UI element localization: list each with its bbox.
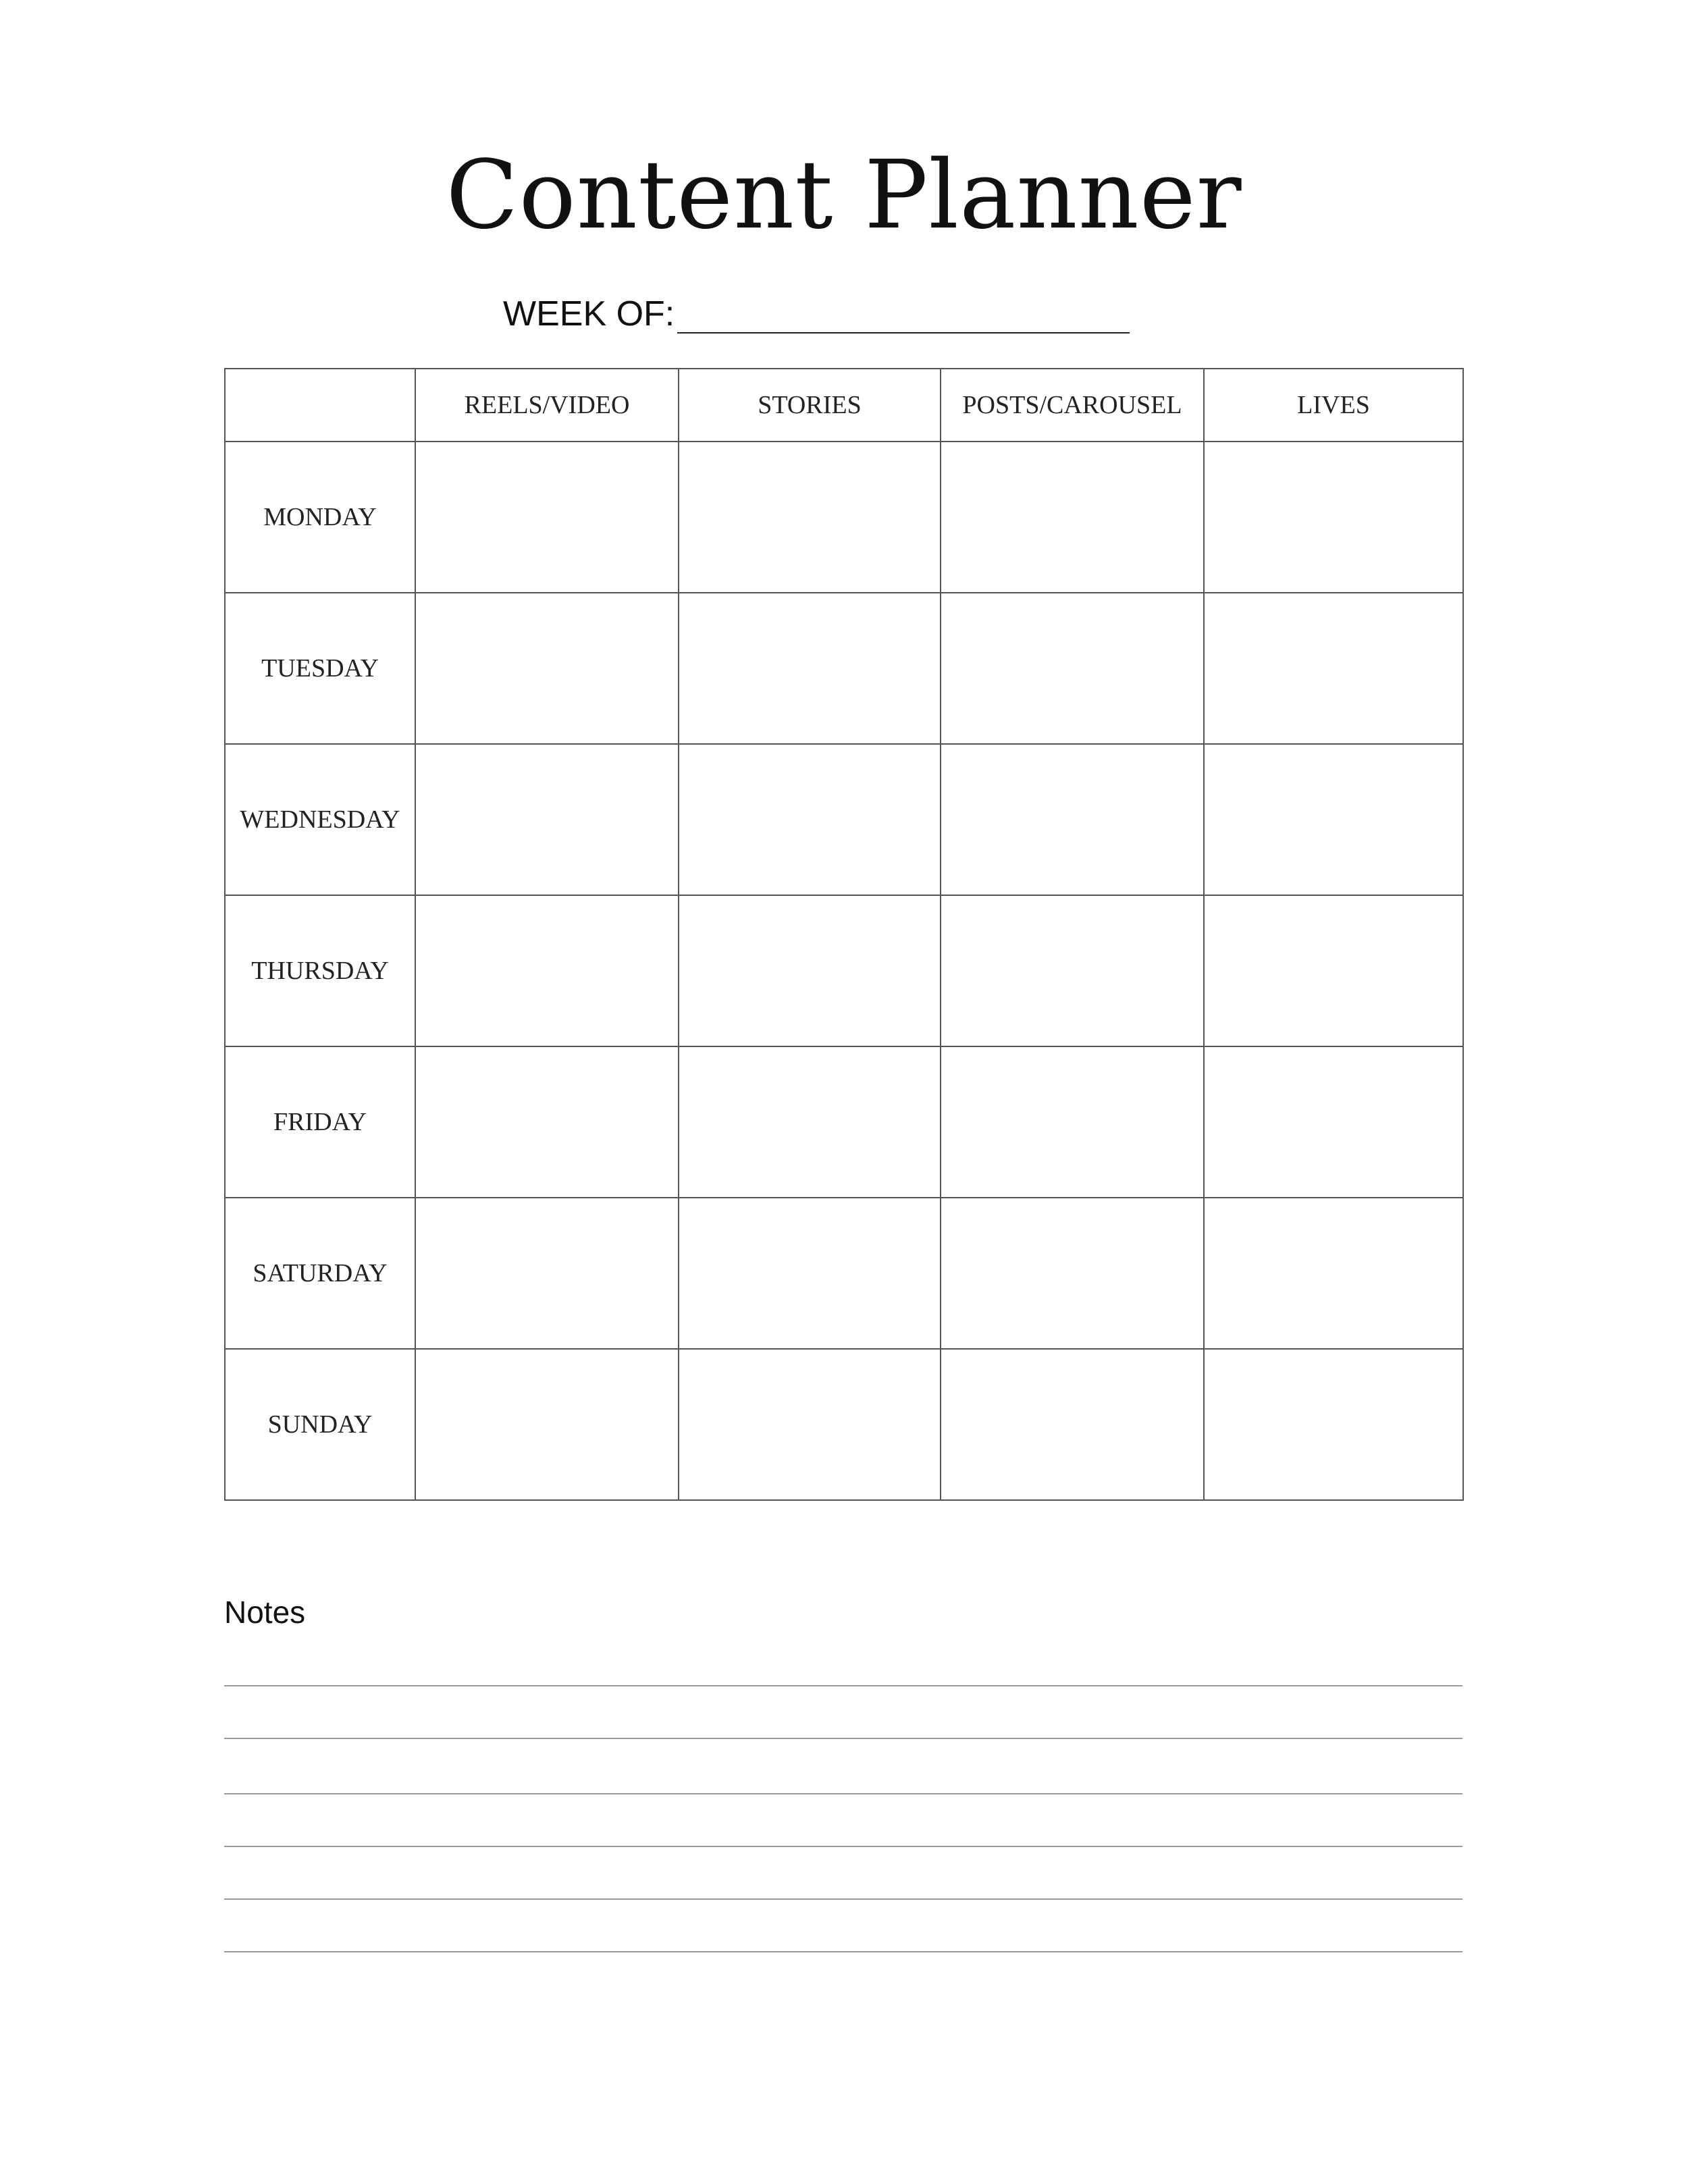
planner-table	[224, 368, 1464, 1501]
planner-cell[interactable]	[941, 744, 1204, 895]
week-of-blank-line[interactable]	[677, 332, 1130, 334]
planner-cell[interactable]	[679, 1046, 941, 1198]
planner-cell[interactable]	[1204, 895, 1463, 1046]
day-label: TUESDAY	[225, 593, 415, 744]
day-label: SUNDAY	[225, 1349, 415, 1500]
planner-cell[interactable]	[679, 1349, 941, 1500]
day-label: MONDAY	[225, 442, 415, 593]
week-of-field	[503, 290, 1130, 338]
day-row-friday	[225, 1046, 1463, 1198]
corner-cell	[225, 369, 415, 442]
day-label: SATURDAY	[225, 1198, 415, 1349]
notes-line[interactable]	[224, 1685, 1462, 1686]
planner-cell[interactable]	[1204, 593, 1463, 744]
planner-cell[interactable]	[415, 1046, 679, 1198]
planner-cell[interactable]	[941, 1198, 1204, 1349]
planner-cell[interactable]	[941, 895, 1204, 1046]
planner-cell[interactable]	[1204, 744, 1463, 895]
planner-cell[interactable]	[941, 1349, 1204, 1500]
day-label: WEDNESDAY	[225, 744, 415, 895]
column-header-posts-carousel: POSTS/CAROUSEL	[941, 369, 1204, 442]
planner-cell[interactable]	[679, 895, 941, 1046]
day-row-wednesday	[225, 744, 1463, 895]
planner-cell[interactable]	[679, 593, 941, 744]
planner-cell[interactable]	[415, 1198, 679, 1349]
planner-cell[interactable]	[941, 1046, 1204, 1198]
day-label: FRIDAY	[225, 1046, 415, 1198]
planner-cell[interactable]	[679, 442, 941, 593]
day-row-sunday	[225, 1349, 1463, 1500]
planner-cell[interactable]	[415, 744, 679, 895]
planner-cell[interactable]	[415, 442, 679, 593]
page-title: Content Planner	[446, 140, 1242, 250]
notes-label: Notes	[224, 1595, 306, 1630]
planner-cell[interactable]	[1204, 1046, 1463, 1198]
planner-cell[interactable]	[415, 593, 679, 744]
day-row-tuesday	[225, 593, 1463, 744]
planner-cell[interactable]	[679, 744, 941, 895]
header-row	[225, 369, 1463, 442]
planner-cell[interactable]	[679, 1198, 941, 1349]
planner-cell[interactable]	[415, 1349, 679, 1500]
week-of-label: WEEK OF:	[503, 294, 675, 334]
column-header-lives: LIVES	[1204, 369, 1463, 442]
planner-cell[interactable]	[941, 442, 1204, 593]
column-header-reels-video: REELS/VIDEO	[415, 369, 679, 442]
planner-cell[interactable]	[1204, 1198, 1463, 1349]
planner-cell[interactable]	[415, 895, 679, 1046]
day-row-saturday	[225, 1198, 1463, 1349]
planner-cell[interactable]	[1204, 1349, 1463, 1500]
planner-cell[interactable]	[1204, 442, 1463, 593]
day-label: THURSDAY	[225, 895, 415, 1046]
column-header-stories: STORIES	[679, 369, 941, 442]
notes-line[interactable]	[224, 1738, 1462, 1739]
notes-line[interactable]	[224, 1898, 1462, 1900]
notes-line[interactable]	[224, 1793, 1462, 1794]
day-row-thursday	[225, 895, 1463, 1046]
notes-line[interactable]	[224, 1951, 1462, 1952]
day-row-monday	[225, 442, 1463, 593]
planner-cell[interactable]	[941, 593, 1204, 744]
notes-line[interactable]	[224, 1846, 1462, 1847]
